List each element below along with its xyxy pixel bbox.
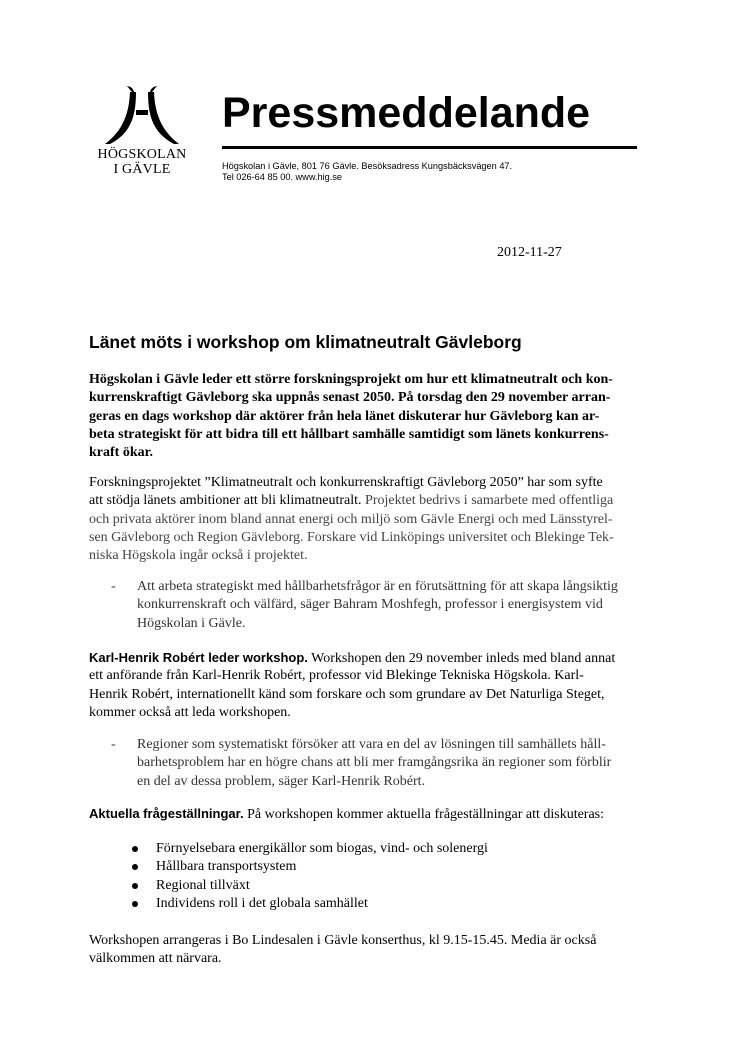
address-line: Högskolan i Gävle, 801 76 Gävle. Besöksadress Kungsbäcksvägen 47.: [222, 161, 513, 171]
body-paragraph-workshop-leader: [89, 649, 661, 722]
lead-line: kurrenskraftigt Gävleborg ska uppnås senast 2050. På torsdag den 29 november arran-: [89, 390, 611, 406]
logo-emblem-icon: [105, 86, 179, 146]
body-paragraph-project: [89, 474, 661, 565]
lead-line: geras en dags workshop där aktörer från hela länet diskuterar hur Gävleborg kan ar-: [89, 408, 600, 424]
list-item-text: Förnyelsebara energikällor som biogas, vind- och solenergi: [156, 841, 488, 856]
list-item: [89, 877, 589, 895]
body-text: Projektet bedrivs i samarbete med offentliga: [361, 493, 614, 509]
body-text: På workshopen kommer aktuella frågeställningar att diskuteras:: [243, 807, 605, 822]
body-line: ett anförande från Karl-Henrik Robért, professor vid Blekinge Tekniska Högskola. Karl-: [89, 668, 584, 684]
paragraph-lead-in: Karl-Henrik Robért leder workshop.: [89, 650, 308, 665]
body-paragraph-topics: [89, 805, 661, 823]
title-divider: [222, 146, 637, 149]
university-logo: [88, 86, 198, 182]
list-item: [89, 858, 589, 876]
body-line: sen Gävleborg och Region Gävleborg. Forskare vid Linköpings universitet och Blekinge Tek-: [89, 529, 614, 545]
bullet-icon: [132, 901, 138, 907]
body-line: och privata aktörer inom bland annat energi och miljö som Gävle Energi och med Länsstyrel-: [89, 511, 613, 527]
list-item-text: Individens roll i det globala samhället: [156, 895, 368, 911]
lead-line: Högskolan i Gävle leder ett större forskningsprojekt om hur ett klimatneutralt och kon-: [89, 372, 613, 387]
body-text: Workshopen den 29 november inleds med bland annat: [307, 651, 616, 666]
quote-dash: -: [111, 579, 116, 594]
body-line: välkommen att närvara.: [89, 951, 222, 967]
article-headline: Länet möts i workshop om klimatneutralt Gävleborg: [89, 332, 522, 352]
quote-line: Att arbeta strategiskt med hållbarhetsfrågor är en förutsättning för att skapa långsiktig: [137, 579, 618, 594]
quote-line: en del av dessa problem, säger Karl-Henrik Robért.: [137, 773, 426, 789]
contact-address: [222, 161, 512, 182]
bullet-icon: [132, 846, 138, 852]
quote-dash: -: [111, 737, 116, 752]
body-line: Henrik Robért, internationellt känd som forskare och som grundare av Det Naturliga Steget,: [89, 686, 605, 702]
list-item-text: Hållbara transportsystem: [156, 859, 297, 875]
quote-line: Regioner som systematiskt försöker att vara en del av lösningen till samhällets håll-: [137, 737, 606, 752]
body-line: kommer också att leda workshopen.: [89, 704, 291, 720]
quote-line: barhetsproblem har en högre chans att bli mer framgångsrika än regioner som förblir: [137, 755, 612, 771]
body-line: Workshopen arrangeras i Bo Lindesalen i Gävle konserthus, kl 9.15-15.45. Media är också: [89, 933, 597, 948]
phone-web-line: Tel 026-64 85 00. www.hig.se: [222, 171, 343, 182]
lead-paragraph: [89, 371, 661, 462]
body-line: niska Högskola ingår också i projektet.: [89, 548, 308, 564]
quote-line: konkurrenskraft och välfärd, säger Bahram Moshfegh, professor i energisystem vid: [137, 597, 603, 613]
body-paragraph-venue: [89, 932, 661, 969]
list-item-text: Regional tillväxt: [156, 877, 250, 893]
body-line: [89, 649, 661, 667]
body-line: [89, 492, 661, 510]
body-line: Forskningsprojektet ”Klimatneutralt och konkurrenskraftigt Gävleborg 2050” har som syfte: [89, 475, 603, 490]
list-item: [89, 895, 589, 913]
list-item: [89, 840, 589, 858]
paragraph-lead-in: Aktuella frågeställningar.: [89, 806, 244, 821]
lead-line: kraft ökar.: [89, 445, 154, 461]
logo-text-line1: HÖGSKOLAN: [97, 147, 187, 162]
bullet-icon: [132, 883, 138, 889]
quote-line: Högskolan i Gävle.: [137, 615, 246, 631]
topics-list: [89, 840, 589, 913]
release-date: 2012-11-27: [497, 245, 562, 260]
body-text: att stödja länets ambitioner att bli klimatneutralt.: [89, 493, 362, 509]
lead-line: beta strategiskt för att bidra till ett hållbart samhälle samtidigt som länets konkurrens-: [89, 426, 609, 442]
body-line: [89, 805, 661, 823]
bullet-icon: [132, 864, 138, 870]
logo-text-line2: I GÄVLE: [113, 162, 171, 177]
document-title: Pressmeddelande: [222, 89, 591, 137]
